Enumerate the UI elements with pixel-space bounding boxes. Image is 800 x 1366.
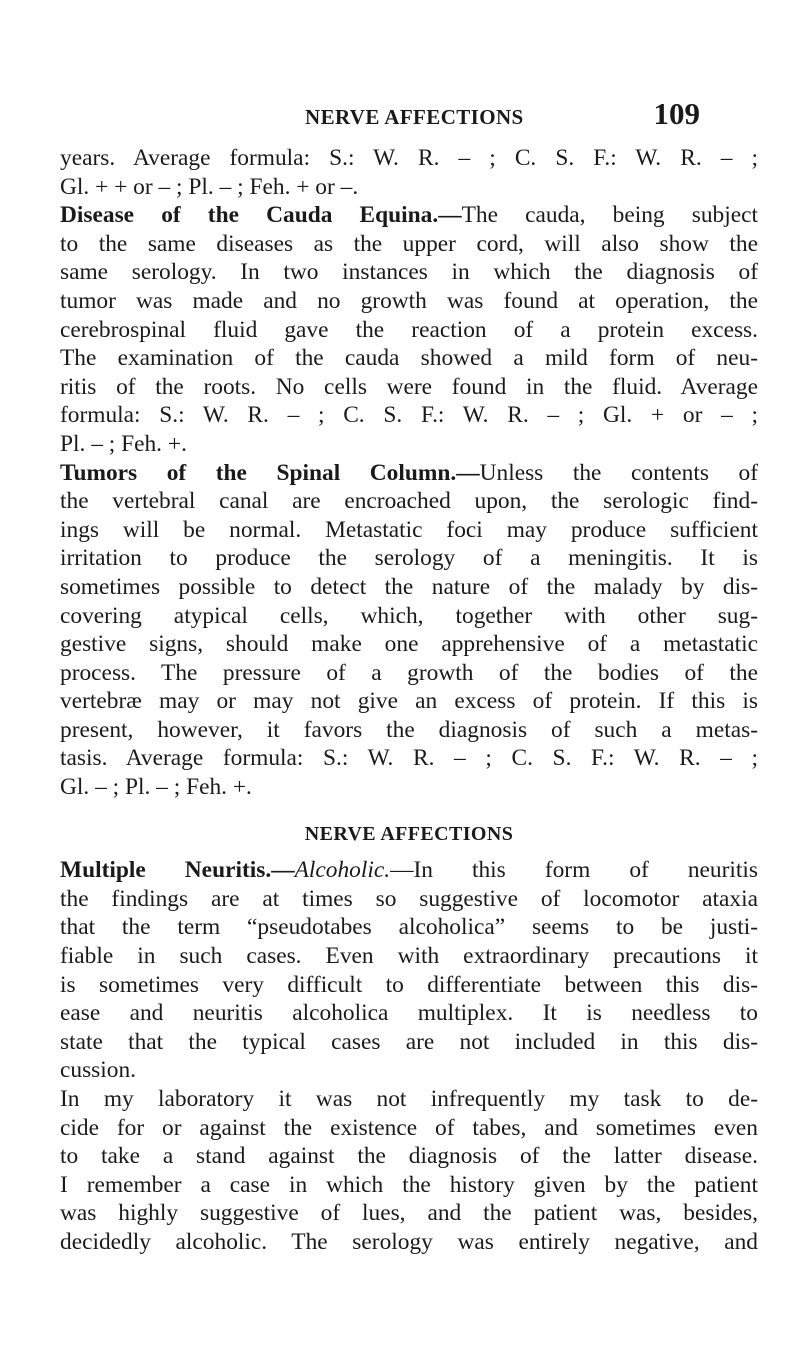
page-number: 109 <box>653 96 700 131</box>
text-line: Gl. – ; Pl. – ; Feh. +. <box>60 774 252 801</box>
text-line: cide for or against the existence of tabes, and sometimes even <box>60 1114 758 1141</box>
text-fragment: Unless the contents of <box>479 459 758 486</box>
text-line: was highly suggestive of lues, and the patient was, besides, <box>60 1200 758 1227</box>
text-line: Gl. + + or – ; Pl. – ; Feh. + or –. <box>60 173 359 200</box>
paragraph-tumors-first-line <box>60 459 758 488</box>
cauda-heading: Disease of the Cauda Equina.— <box>60 202 462 229</box>
text-line: to the same diseases as the upper cord, will also show the <box>60 230 758 257</box>
text-line: to take a stand against the diagnosis of the latter disease. <box>60 1143 758 1170</box>
text-line: formula: S.: W. R. – ; C. S. F.: W. R. – ; Gl. + or – ; <box>60 402 758 429</box>
paragraph-cauda-first-line <box>60 201 758 230</box>
running-title: NERVE AFFECTIONS <box>305 105 524 129</box>
text-line: vertebræ may or may not give an excess of protein. If this is <box>60 688 758 715</box>
text-line: decidedly alcoholic. The serology was entirely negative, and <box>60 1228 758 1255</box>
text-line: ritis of the roots. No cells were found in the fluid. Average <box>60 373 758 400</box>
neuritis-subheading: Alcoholic. <box>294 857 391 884</box>
body-text <box>60 144 758 1257</box>
tumors-heading: Tumors of the Spinal Column.— <box>60 459 480 486</box>
text-line: fiable in such cases. Even with extraordinary precautions it <box>60 943 758 970</box>
running-head <box>305 96 700 136</box>
text-line: tumor was made and no growth was found at operation, the <box>60 287 758 314</box>
text-line: In my laboratory it was not infrequently my task to de- <box>60 1086 758 1112</box>
text-line: tasis. Average formula: S.: W. R. – ; C. S. F.: W. R. – ; <box>60 745 758 772</box>
paragraph-neuritis-first-line <box>60 856 758 885</box>
text-line: ease and neuritis alcoholica multiplex. It is needless to <box>60 1000 758 1027</box>
text-line: that the term “pseudotabes alcoholica” seems to be justi- <box>60 914 758 941</box>
dash: — <box>390 857 414 884</box>
text-line: The examination of the cauda showed a mild form of neu- <box>60 345 758 372</box>
text-line: ings will be normal. Metastatic foci may produce sufficient <box>60 516 758 543</box>
text-fragment: The cauda, being subject <box>461 202 758 229</box>
text-line: cussion. <box>60 1057 137 1084</box>
text-line: irritation to produce the serology of a meningitis. It is <box>60 545 758 572</box>
text-line: state that the typical cases are not included in this dis- <box>60 1028 758 1055</box>
text-line: process. The pressure of a growth of the bodies of the <box>60 659 758 686</box>
text-line: I remember a case in which the history given by the patient <box>60 1171 758 1198</box>
section-title: NERVE AFFECTIONS <box>304 822 514 845</box>
text-fragment: In this form of neuritis <box>413 857 758 884</box>
text-line: the findings are at times so suggestive of locomotor ataxia <box>60 885 758 912</box>
text-line: same serology. In two instances in which the diagnosis of <box>60 259 758 286</box>
text-line: is sometimes very difficult to differentiate between this dis- <box>60 971 758 998</box>
text-line: years. Average formula: S.: W. R. – ; C. S. F.: W. R. – ; <box>60 145 758 171</box>
text-line: gestive signs, should make one apprehensive of a metastatic <box>60 631 758 658</box>
text-line: the vertebral canal are encroached upon, the serologic find- <box>60 488 758 515</box>
text-line: covering atypical cells, which, together with other sug- <box>60 602 758 629</box>
text-line: Pl. – ; Feh. +. <box>60 430 187 457</box>
neuritis-heading: Multiple Neuritis.— <box>60 857 295 884</box>
text-line: cerebrospinal fluid gave the reaction of a protein excess. <box>60 316 758 343</box>
text-line: present, however, it favors the diagnosis of such a metas- <box>60 716 758 743</box>
text-line: sometimes possible to detect the nature of the malady by dis- <box>60 573 758 600</box>
